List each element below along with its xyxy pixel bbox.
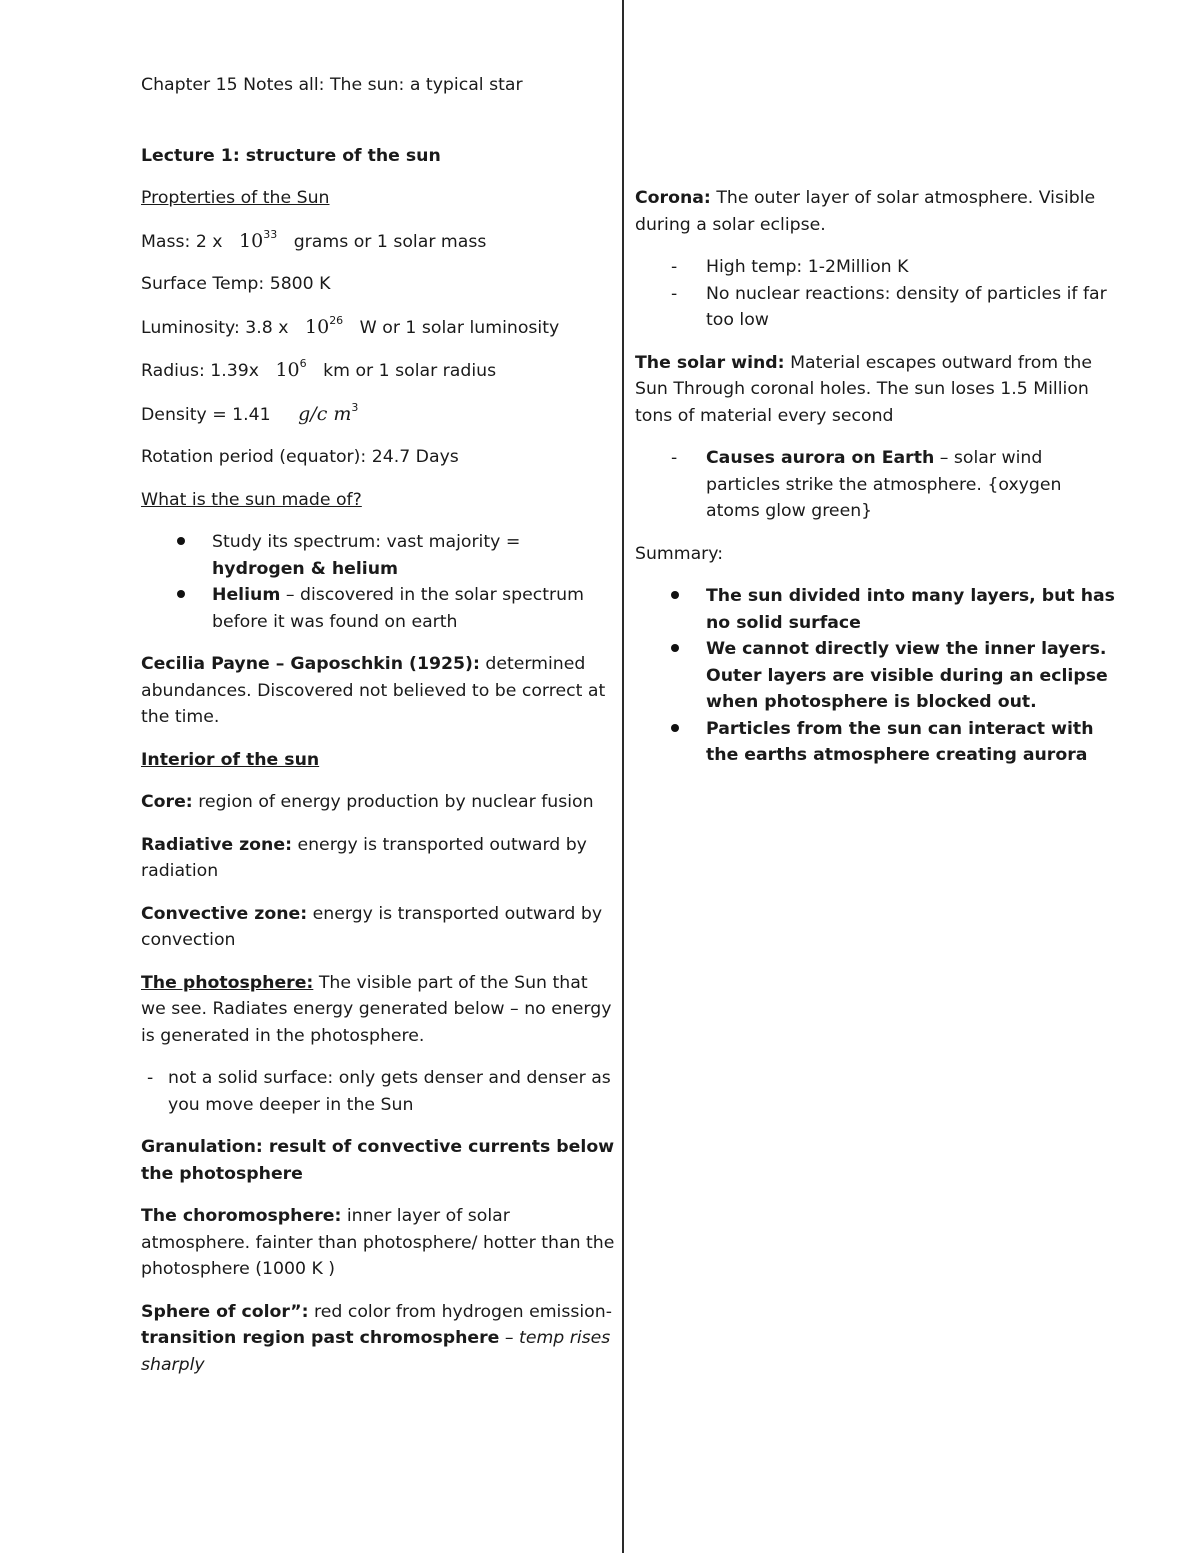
corona-paragraph: Corona: The outer layer of solar atmosphere. Visible during a solar eclipse. (635, 188, 1096, 235)
radius-line: Radius: 1.39x $10^6$ km or 1 solar radius (141, 357, 497, 381)
list-item: The sun divided into many layers, but has no solid surface (635, 583, 1115, 636)
made-of-heading: What is the sun made of? (141, 489, 362, 510)
core-paragraph: Core: region of energy production by nuclear fusion (141, 792, 594, 812)
properties-heading: Propterties of the Sun (141, 188, 330, 208)
sphere-color-paragraph: Sphere of color”: red color from hydrogen emission-transition region past chromosphere – temp rises sharply (141, 1301, 612, 1375)
lecture-heading: Lecture 1: structure of the sun (141, 145, 441, 166)
photosphere-paragraph: The photosphere: The visible part of the Sun that we see. Radiates energy generated below – no energy is generated in the photosphere. (141, 972, 612, 1046)
interior-heading: Interior of the sun (141, 749, 320, 770)
list-item: We cannot directly view the inner layers. Outer layers are visible during an eclipse when photosphere is blocked out. (635, 636, 1115, 716)
list-item: Helium – discovered in the solar spectrum before it was found on earth (141, 582, 615, 635)
page-title: Chapter 15 Notes all: The sun: a typical star (141, 75, 523, 95)
solar-wind-paragraph: The solar wind: Material escapes outward from the Sun Through coronal holes. The sun loses 1.5 Million tons of material every second (635, 352, 1092, 426)
surface-temp-line: Surface Temp: 5800 K (141, 274, 331, 294)
right-column (635, 185, 1115, 769)
solar-wind-dash-list (635, 445, 1115, 525)
summary-heading: Summary: (635, 543, 724, 564)
density-line: Density = 1.41 g/c $m^3$ (141, 400, 359, 425)
column-divider (622, 0, 624, 1553)
convective-paragraph: Convective zone: energy is transported outward by convection (141, 903, 603, 950)
radiative-paragraph: Radiative zone: energy is transported outward by radiation (141, 834, 587, 881)
corona-dash-list (635, 254, 1115, 334)
list-item: - No nuclear reactions: density of particles if far too low (635, 281, 1115, 334)
chromosphere-paragraph: The choromosphere: inner layer of solar atmosphere. fainter than photosphere/ hotter than the photosphere (1000 K ) (141, 1206, 615, 1279)
list-item: - Causes aurora on Earth – solar wind particles strike the atmosphere. {oxygen atoms glow green} (635, 445, 1115, 525)
rotation-line: Rotation period (equator): 24.7 Days (141, 447, 459, 467)
list-item: - not a solid surface: only gets denser and denser as you move deeper in the Sun (141, 1065, 615, 1118)
list-item: Particles from the sun can interact with the earths atmosphere creating aurora (635, 716, 1115, 769)
summary-list (635, 583, 1115, 769)
list-item: - High temp: 1-2Million K (635, 254, 1115, 281)
luminosity-line: Luminosity: 3.8 x $10^{26}$ W or 1 solar luminosity (141, 313, 560, 338)
list-item: Study its spectrum: vast majority = hydrogen & helium (141, 529, 615, 582)
photosphere-dash-list (141, 1065, 615, 1118)
left-column (141, 72, 615, 1378)
mass-line: Mass: 2 x $10^{33}$ grams or 1 solar mass (141, 227, 487, 252)
made-of-list (0, 529, 615, 635)
payne-paragraph: Cecilia Payne – Gaposchkin (1925): determined abundances. Discovered not believed to be correct at the time. (141, 654, 606, 727)
granulation-paragraph: Granulation: result of convective currents below the photosphere (141, 1137, 615, 1184)
